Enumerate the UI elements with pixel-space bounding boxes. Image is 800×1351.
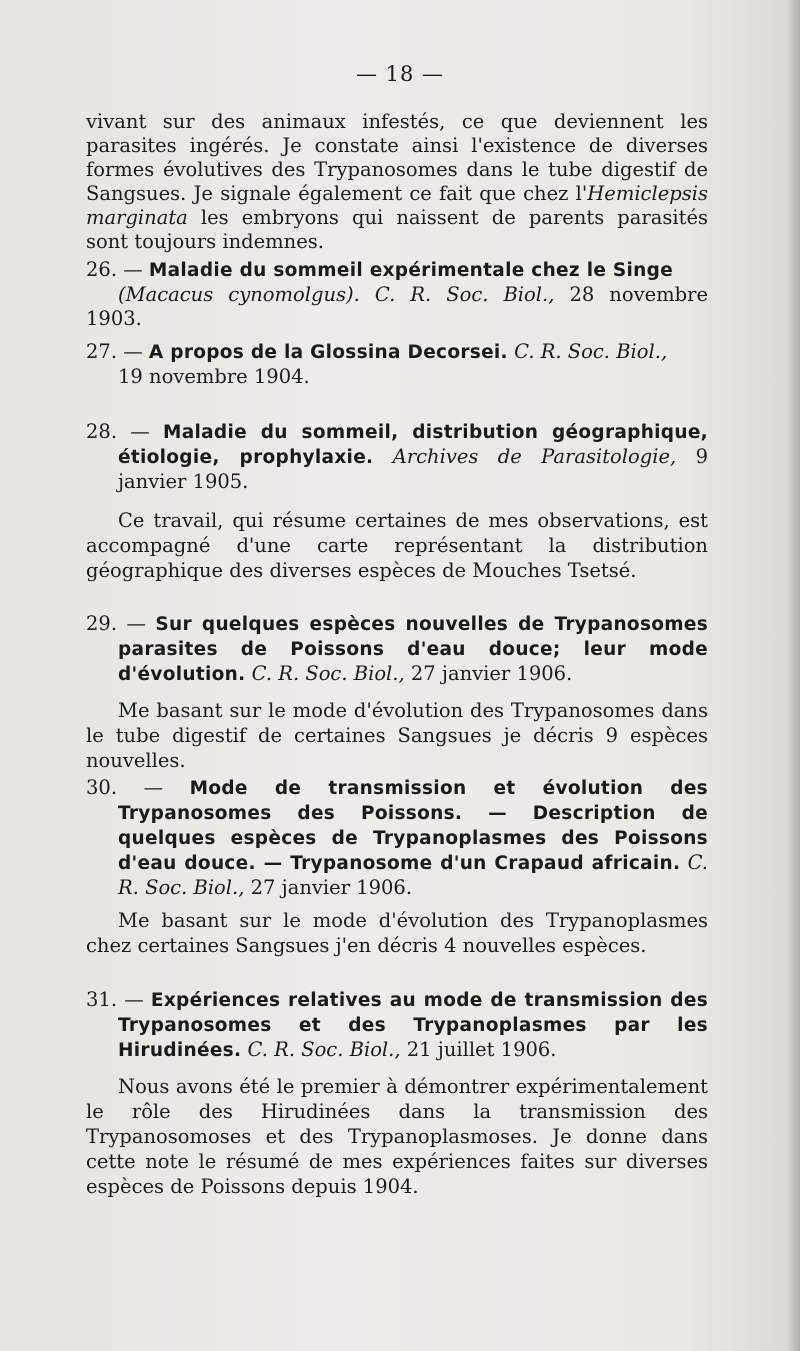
entry-number: 31. — <box>86 988 144 1011</box>
page-number: — 18 — <box>355 62 445 86</box>
intro-text-a: vivant sur des animaux infestés, ce que deviennent les parasites ingérés. Je constate ainsi l'existence de diverses formes évolutives des Trypanosomes dans le tube digestif de Sangsues. Je signale également ce fait que chez l' <box>86 110 708 205</box>
entry-journal: C. R. Soc. Biol., <box>118 851 708 899</box>
entry-date: 19 novembre 1904. <box>118 365 310 388</box>
entry-date: 27 janvier 1906. <box>404 662 573 685</box>
entry-30 <box>86 776 708 900</box>
entry-journal: C. R. Soc. Biol., <box>245 662 405 685</box>
entry-title: Maladie du sommeil, distribution géographique, étiologie, prophylaxie. <box>118 422 708 468</box>
entry-26 <box>86 258 708 331</box>
entry-number: 26. — <box>86 258 143 281</box>
entry-journal: Archives de Parasitologie, <box>373 445 677 468</box>
entry-journal: (Macacus cynomolgus). C. R. Soc. Biol., <box>118 283 555 306</box>
entry-29-description: Me basant sur le mode d'évolution des Trypanosomes dans le tube digestif de certaines Sangsues je décris 9 espèces nouvelles. <box>86 699 708 772</box>
entry-27 <box>86 340 708 389</box>
entry-title: Sur quelques espèces nouvelles de Trypanosomes parasites de Poissons d'eau douce; leur mode d'évolution. <box>118 614 708 685</box>
entry-number: 27. — <box>86 340 143 363</box>
entry-number: 29. — <box>86 612 146 635</box>
entry-30-description: Me basant sur le mode d'évolution des Trypanoplasmes chez certaines Sangsues j'en décris 4 nouvelles espèces. <box>86 909 708 957</box>
entry-date: 28 novembre 1903. <box>86 283 708 330</box>
intro-paragraph <box>86 110 708 254</box>
entry-title: Expériences relatives au mode de transmission des Trypanosomes et des Trypanoplasmes par les Hirudinées. <box>118 990 708 1061</box>
entry-date: 27 janvier 1906. <box>244 876 413 899</box>
entry-date: 9 janvier 1905. <box>118 445 708 493</box>
entry-28-description: Ce travail, qui résume certaines de mes observations, est accompagné d'une carte représentant la distribution géographique des diverses espèces de Mouches Tsetsé. <box>86 509 708 582</box>
entry-number: 28. — <box>86 420 150 443</box>
entry-31 <box>86 988 708 1063</box>
entry-number: 30. — <box>86 776 164 799</box>
page-edge-shadow <box>786 0 800 1351</box>
entry-title: A propos de la Glossina Decorsei. <box>148 342 508 363</box>
entry-28 <box>86 420 708 494</box>
entry-journal: C. R. Soc. Biol., <box>241 1038 401 1061</box>
entry-title: Maladie du sommeil expérimentale chez le Singe <box>148 260 674 281</box>
entry-date: 21 juillet 1906. <box>400 1038 557 1061</box>
entry-29 <box>86 612 708 687</box>
intro-species: Hemiclepsis marginata <box>86 182 708 229</box>
entry-title: Mode de transmission et évolution des Trypanosomes des Poissons. — Description de quelques espèces de Trypanoplasmes des Poissons d'eau douce. — Trypanosome d'un Crapaud africain. <box>118 778 708 874</box>
intro-text-b: les embryons qui naissent de parents parasités sont toujours indemnes. <box>86 206 708 253</box>
entry-journal: C. R. Soc. Biol., <box>507 340 668 363</box>
entry-31-description: Nous avons été le premier à démontrer expérimentalement le rôle des Hirudinées dans la transmission des Trypanosomoses et des Trypanoplasmoses. Je donne dans cette note le résumé de mes expériences faites sur diverses espèces de Poissons depuis 1904. <box>86 1075 708 1198</box>
